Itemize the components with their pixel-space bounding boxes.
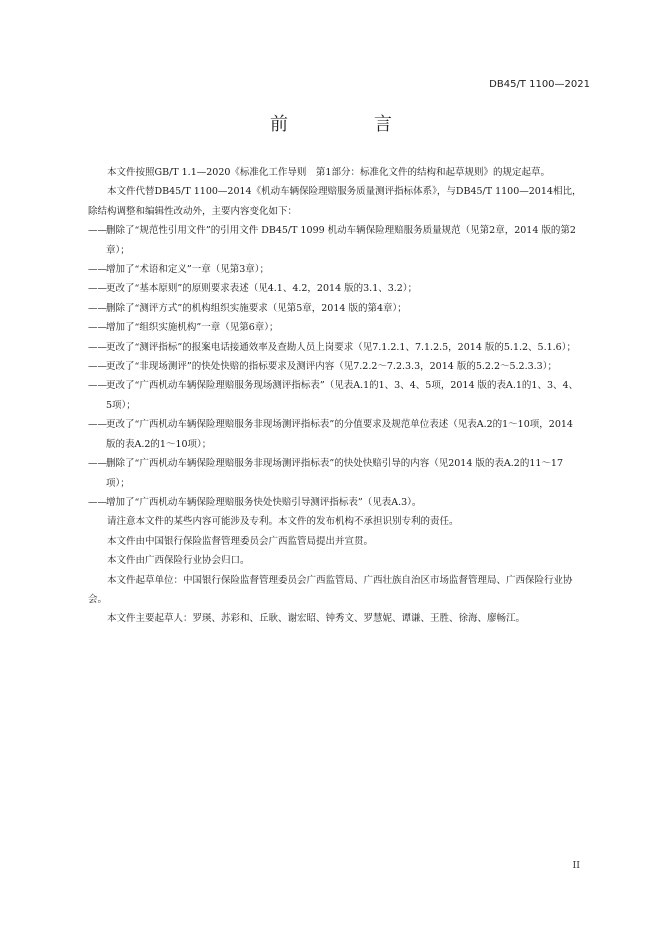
change-item: —— 增加了“广西机动车辆保险理赔服务快处快赔引导测评指标表”（见表A.3）。 <box>88 493 584 512</box>
paragraph-drafting-units: 本文件起草单位：中国银行保险监督管理委员会广西监管局、广西壮族自治区市场监督管理局、广西保险行业协会。 <box>88 574 573 605</box>
change-item: —— 更改了“基本原则”的原则要求表述（见4.1、4.2，2014 版的3.1、3.2）； <box>88 279 584 298</box>
change-item: —— 更改了“广西机动车辆保险理赔服务现场测评指标表”（见表A.1的1、3、4、5项，2014 版的表A.1的1、3、4、5项）； <box>88 376 584 415</box>
page-number: II <box>572 860 580 871</box>
paragraph-replacement: 本文件代替DB45/T 1100—2014《机动车辆保险理赔服务质量测评指标体系》，与DB45/T 1100—2014相比，除结构调整和编辑性改动外，主要内容变化如下： <box>88 186 582 217</box>
paragraph-proposer: 本文件由中国银行保险监督管理委员会广西监管局提出并宣贯。 <box>107 535 374 547</box>
page-title: 前 言 <box>270 114 426 135</box>
change-item: —— 更改了“广西机动车辆保险理赔服务非现场测评指标表”的分值要求及规范单位表述（见表A.2的1～10项，2014 版的表A.2的1～10项）； <box>88 415 584 454</box>
change-item: —— 删除了“测评方式”的机构组织实施要求（见第5章，2014 版的第4章）； <box>88 299 584 318</box>
change-item: —— 更改了“非现场测评”的快处快赔的指标要求及测评内容（见7.2.2～7.2.3.3，2014 版的5.2.2～5.2.3.3）； <box>88 357 584 376</box>
change-item: —— 增加了“术语和定义”一章（见第3章）； <box>88 260 584 279</box>
change-item: —— 增加了“组织实施机构”一章（见第6章）； <box>88 318 584 337</box>
paragraph-drafters: 本文件主要起草人：罗瑛、苏彩和、丘耿、谢宏昭、钟秀文、罗慧妮、谭谦、王胜、徐海、廖畅江。 <box>107 613 526 625</box>
document-body <box>88 163 584 629</box>
change-item: —— 删除了“广西机动车辆保险理赔服务非现场测评指标表”的快处快赔引导的内容（见2014 版的表A.2的11～17项）； <box>88 454 584 493</box>
standard-code: DB45/T 1100—2021 <box>489 79 590 90</box>
change-list <box>88 221 584 512</box>
paragraph-drafting-basis: 本文件按照GB/T 1.1—2020《标准化工作导则 第1部分：标准化文件的结构和起草规则》的规定起草。 <box>107 167 550 178</box>
paragraph-centralized-unit: 本文件由广西保险行业协会归口。 <box>107 555 250 567</box>
change-item: —— 删除了“规范性引用文件”的引用文件 DB45/T 1099 机动车辆保险理赔服务质量规范（见第2章，2014 版的第2章）； <box>88 221 584 260</box>
paragraph-patent-notice: 请注意本文件的某些内容可能涉及专利。本文件的发布机构不承担识别专利的责任。 <box>107 516 459 528</box>
change-item: —— 更改了“测评指标”的报案电话接通效率及查勘人员上岗要求（见7.1.2.1、7.1.2.5，2014 版的5.1.2、5.1.6）； <box>88 338 584 357</box>
